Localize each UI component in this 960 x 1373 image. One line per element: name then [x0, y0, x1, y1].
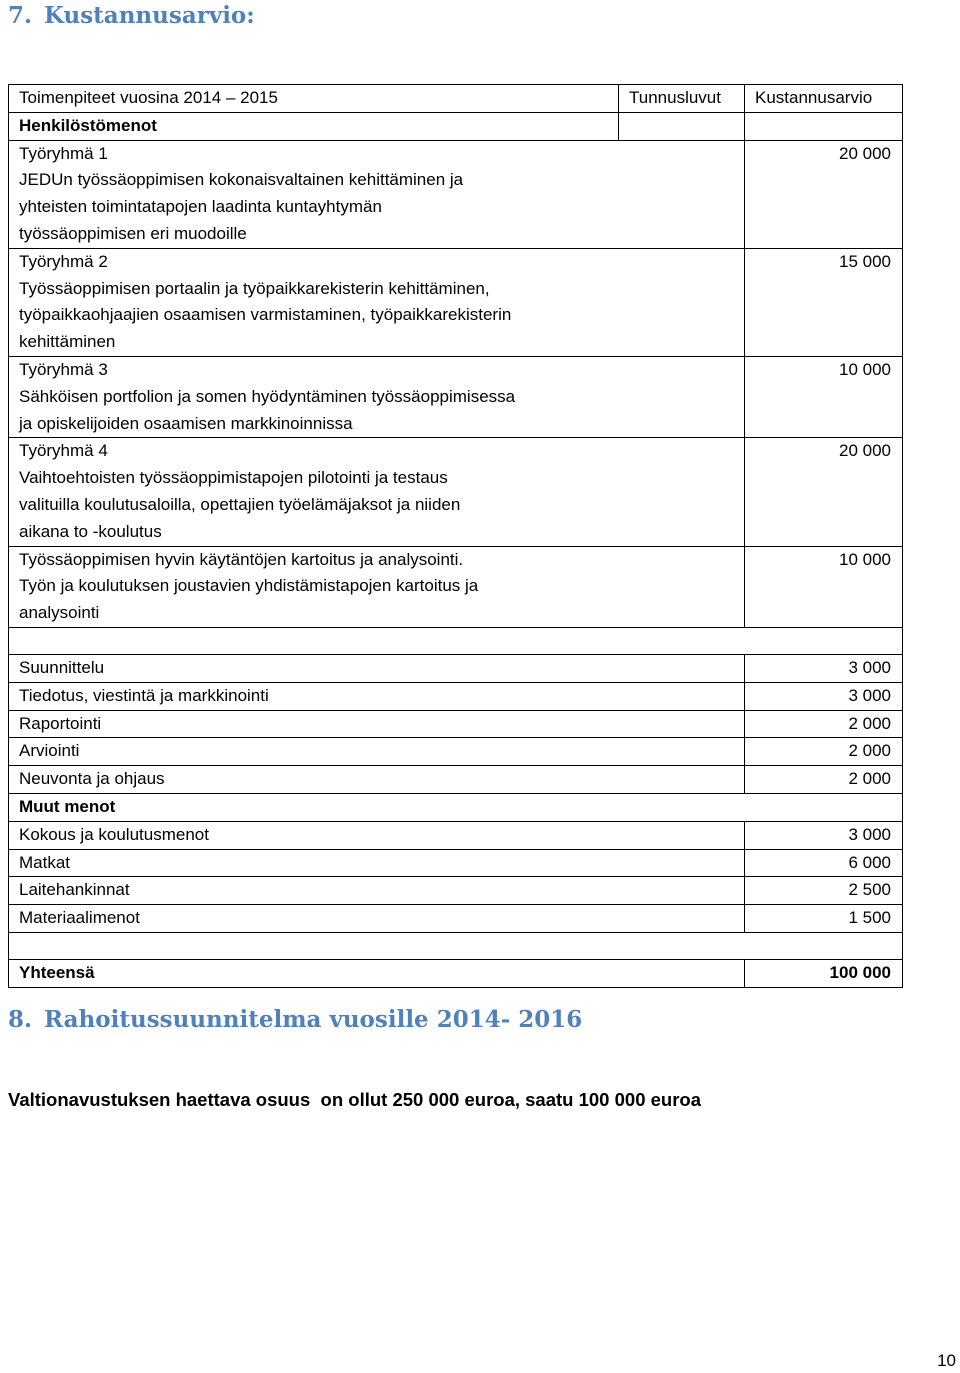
- description-line: ja opiskelijoiden osaamisen markkinoinnissa: [19, 413, 353, 433]
- description-line: yhteisten toimintatapojen laadinta kuntayhtymän: [19, 197, 382, 217]
- other-costs-heading: Muut menot: [9, 793, 903, 821]
- description-line: Työryhmä 2: [19, 251, 108, 271]
- empty-cell: [9, 932, 903, 959]
- cost-amount: 2 000: [745, 710, 903, 738]
- description-line: Työryhmä 4: [19, 441, 108, 461]
- work-group-row: [9, 356, 903, 437]
- total-label: Yhteensä: [9, 959, 745, 987]
- cost-amount: 3 000: [745, 654, 903, 682]
- personnel-heading-row: [9, 112, 903, 140]
- total-amount: 100 000: [745, 959, 903, 987]
- work-group-row: [9, 140, 903, 248]
- description-line: Työssäoppimisen hyvin käytäntöjen kartoitus ja analysointi.: [19, 549, 464, 569]
- cost-row: [9, 766, 903, 794]
- personnel-heading: Henkilöstömenot: [9, 112, 619, 140]
- description-line: Työryhmä 1: [19, 143, 108, 163]
- cost-label: Tiedotus, viestintä ja markkinointi: [9, 682, 745, 710]
- description-line: työssäoppimisen eri muodoille: [19, 223, 247, 243]
- work-group-description: [9, 248, 745, 356]
- section-7-heading: [8, 2, 255, 29]
- cost-row: [9, 738, 903, 766]
- section-8-title: Rahoitussuunnitelma vuosille 2014- 2016: [44, 1006, 583, 1033]
- section-8-heading: [8, 1006, 582, 1033]
- description-line: työpaikkaohjaajien osaamisen varmistaminen, työpaikkarekisterin: [19, 305, 512, 325]
- description-line: Vaihtoehtoisten työssäoppimistapojen pilotointi ja testaus: [19, 468, 448, 488]
- header-cost-estimate: Kustannusarvio: [745, 85, 903, 113]
- header-measures: Toimenpiteet vuosina 2014 – 2015: [9, 85, 619, 113]
- cost-row: [9, 905, 903, 933]
- cost-row: [9, 710, 903, 738]
- section-7-number: 7.: [8, 2, 33, 29]
- cost-label: Neuvonta ja ohjaus: [9, 766, 745, 794]
- cost-amount: 3 000: [745, 821, 903, 849]
- empty-cell: [619, 112, 745, 140]
- work-group-row: [9, 248, 903, 356]
- work-group-amount: 10 000: [745, 546, 903, 627]
- cost-row: [9, 682, 903, 710]
- work-group-amount: 20 000: [745, 438, 903, 546]
- description-line: Työn ja koulutuksen joustavien yhdistämistapojen kartoitus ja: [19, 576, 479, 596]
- description-line: Työryhmä 3: [19, 359, 108, 379]
- work-group-description: [9, 546, 745, 627]
- cost-row: [9, 877, 903, 905]
- cost-label: Raportointi: [9, 710, 745, 738]
- work-group-amount: 15 000: [745, 248, 903, 356]
- table-header-row: [9, 85, 903, 113]
- cost-label: Matkat: [9, 849, 745, 877]
- work-group-row: [9, 438, 903, 546]
- budget-table: [8, 84, 903, 988]
- cost-label: Arviointi: [9, 738, 745, 766]
- work-group-description: [9, 356, 745, 437]
- blank-row: [9, 932, 903, 959]
- empty-cell: [9, 627, 903, 654]
- cost-row: [9, 821, 903, 849]
- other-costs-heading-row: [9, 793, 903, 821]
- header-indicators: Tunnusluvut: [619, 85, 745, 113]
- description-line: Sähköisen portfolion ja somen hyödyntäminen työssäoppimisessa: [19, 386, 516, 406]
- cost-row: [9, 654, 903, 682]
- work-group-amount: 20 000: [745, 140, 903, 248]
- cost-amount: 2 500: [745, 877, 903, 905]
- cost-amount: 3 000: [745, 682, 903, 710]
- description-line: JEDUn työssäoppimisen kokonaisvaltainen kehittäminen ja: [19, 170, 464, 190]
- cost-amount: 2 000: [745, 766, 903, 794]
- section-8-number: 8.: [8, 1006, 33, 1033]
- cost-label: Laitehankinnat: [9, 877, 745, 905]
- description-line: valituilla koulutusaloilla, opettajien työelämäjaksot ja niiden: [19, 494, 461, 514]
- blank-row: [9, 627, 903, 654]
- description-line: aikana to -koulutus: [19, 521, 162, 541]
- work-group-amount: 10 000: [745, 356, 903, 437]
- cost-label: Kokous ja koulutusmenot: [9, 821, 745, 849]
- description-line: kehittäminen: [19, 332, 116, 352]
- section-7-title: Kustannusarvio:: [44, 2, 255, 29]
- page-number: 10: [937, 1351, 956, 1370]
- empty-cell: [745, 112, 903, 140]
- work-group-description: [9, 438, 745, 546]
- cost-label: Materiaalimenot: [9, 905, 745, 933]
- description-line: Työssäoppimisen portaalin ja työpaikkarekisterin kehittäminen,: [19, 278, 490, 298]
- description-line: analysointi: [19, 603, 100, 623]
- cost-label: Suunnittelu: [9, 654, 745, 682]
- cost-amount: 1 500: [745, 905, 903, 933]
- funding-note: Valtionavustuksen haettava osuus on ollut 250 000 euroa, saatu 100 000 euroa: [8, 1089, 702, 1110]
- cost-amount: 2 000: [745, 738, 903, 766]
- work-group-description: [9, 140, 745, 248]
- total-row: [9, 959, 903, 987]
- work-group-row: [9, 546, 903, 627]
- cost-amount: 6 000: [745, 849, 903, 877]
- cost-row: [9, 849, 903, 877]
